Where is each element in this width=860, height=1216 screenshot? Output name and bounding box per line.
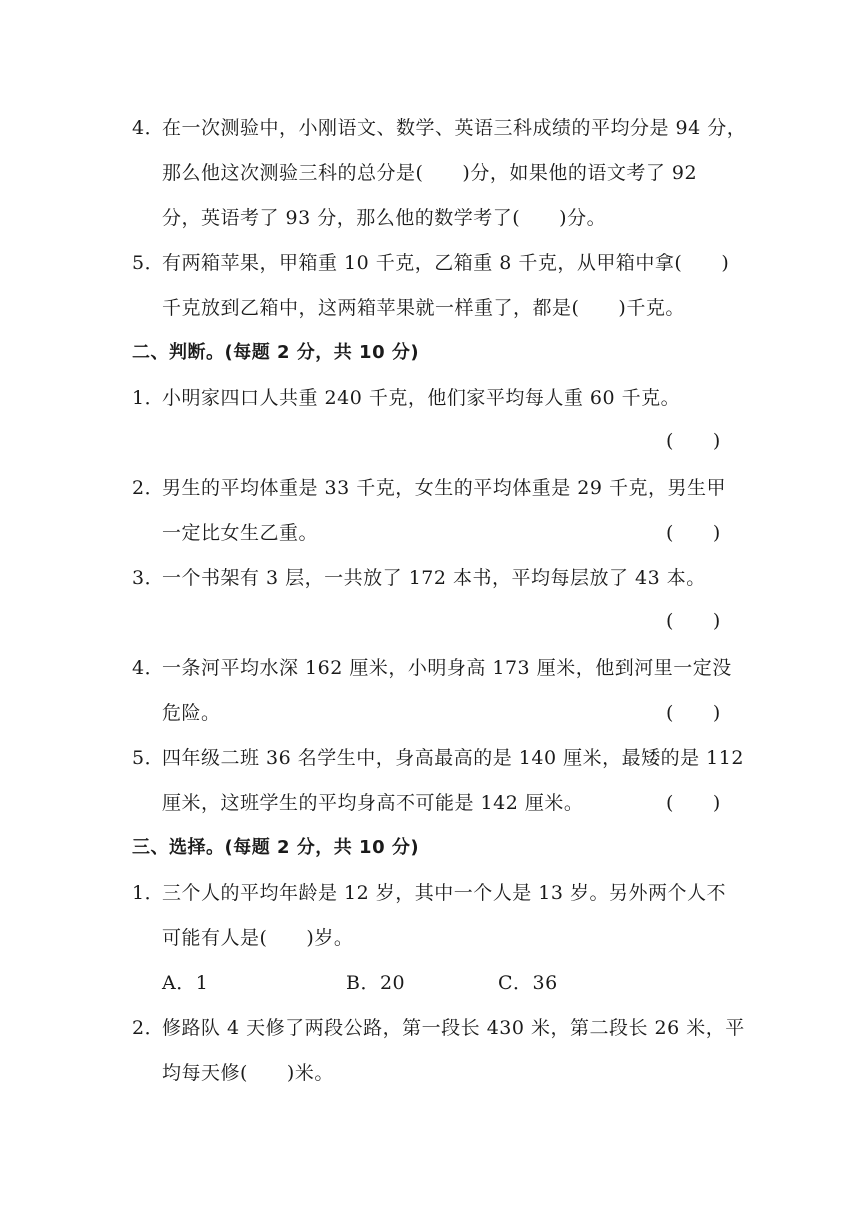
question-text-line: 在一次测验中，小刚语文、数学、英语三科成绩的平均分是 94 分，: [162, 117, 747, 139]
question-number: 5．: [132, 747, 165, 769]
option-b[interactable]: B．20: [346, 972, 406, 994]
question-text-line: 一条河平均水深 162 厘米，小明身高 173 厘米，他到河里一定没: [162, 657, 732, 679]
question-text-line: 一个书架有 3 层，一共放了 172 本书，平均每层放了 43 本。: [162, 567, 706, 589]
question-number: 2．: [132, 477, 165, 499]
question-text-line: 均每天修( )米。: [162, 1062, 334, 1084]
option-a[interactable]: A．1: [162, 972, 209, 994]
question-text-line: 一定比女生乙重。: [162, 522, 319, 544]
section-heading: 二、判断。(每题 2 分，共 10 分): [132, 342, 420, 363]
question-number: 4．: [132, 657, 165, 679]
question-text-line: 四年级二班 36 名学生中，身高最高的是 140 厘米，最矮的是 112: [162, 747, 744, 769]
answer-parentheses[interactable]: ( ): [666, 522, 721, 544]
question-number: 2．: [132, 1017, 165, 1039]
question-text-line: 危险。: [162, 702, 221, 724]
question-text-line: 千克放到乙箱中，这两箱苹果就一样重了，都是( )千克。: [162, 297, 685, 319]
question-text-line: 修路队 4 天修了两段公路，第一段长 430 米，第二段长 26 米，平: [162, 1017, 745, 1039]
question-text-line: 男生的平均体重是 33 千克，女生的平均体重是 29 千克，男生甲: [162, 477, 727, 499]
question-text-line: 那么他这次测验三科的总分是( )分，如果他的语文考了 92: [162, 162, 698, 184]
question-number: 1．: [132, 882, 165, 904]
answer-parentheses[interactable]: ( ): [666, 792, 721, 814]
question-text-line: 有两箱苹果，甲箱重 10 千克，乙箱重 8 千克，从甲箱中拿( ): [162, 252, 730, 274]
question-number: 5．: [132, 252, 165, 274]
question-text-line: 厘米，这班学生的平均身高不可能是 142 厘米。: [162, 792, 584, 814]
answer-parentheses[interactable]: ( ): [666, 430, 721, 452]
question-text-line: 可能有人是( )岁。: [162, 927, 354, 949]
option-c[interactable]: C．36: [498, 972, 558, 994]
question-text-line: 分，英语考了 93 分，那么他的数学考了( )分。: [162, 207, 607, 229]
question-number: 3．: [132, 567, 165, 589]
question-number: 4．: [132, 117, 165, 139]
question-number: 1．: [132, 387, 165, 409]
answer-parentheses[interactable]: ( ): [666, 702, 721, 724]
section-heading: 三、选择。(每题 2 分，共 10 分): [132, 837, 420, 858]
question-text-line: 小明家四口人共重 240 千克，他们家平均每人重 60 千克。: [162, 387, 681, 409]
question-text-line: 三个人的平均年龄是 12 岁，其中一个人是 13 岁。另外两个人不: [162, 882, 727, 904]
answer-parentheses[interactable]: ( ): [666, 610, 721, 632]
